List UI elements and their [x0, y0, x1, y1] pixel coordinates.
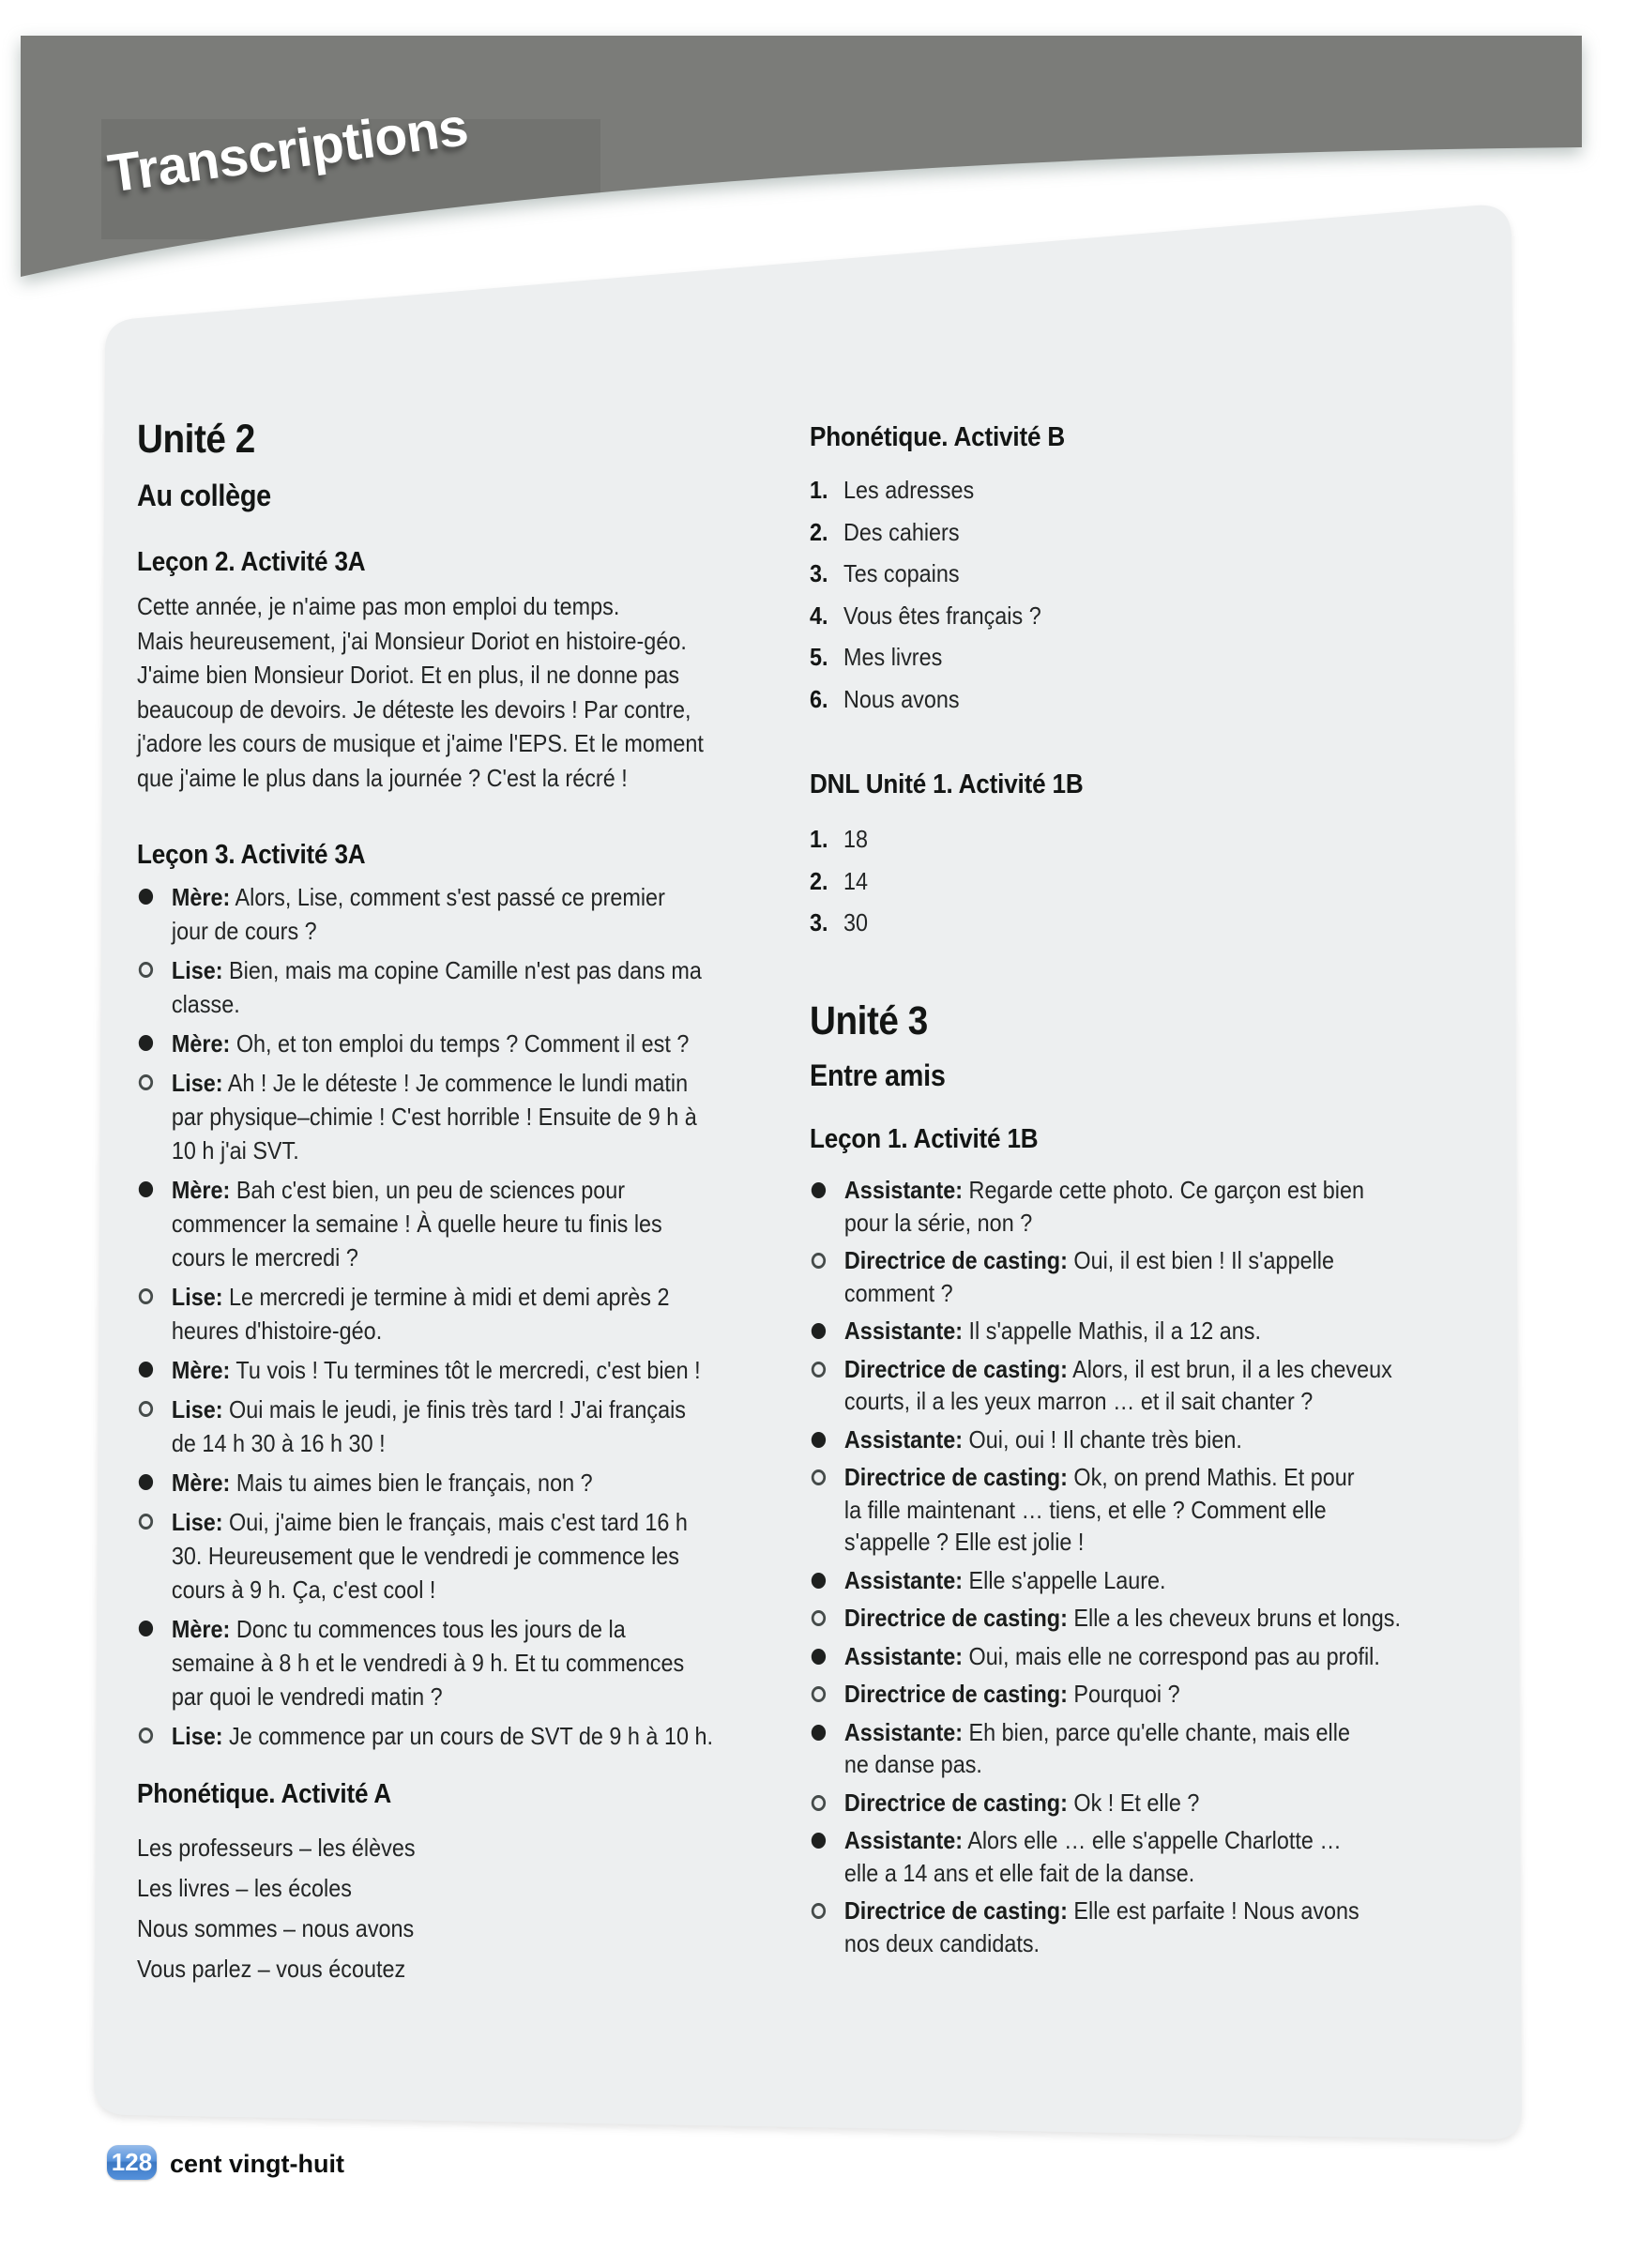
filled-bullet-icon [812, 1573, 826, 1589]
dialogue-text: Mère: Oh, et ton emploi du temps ? Comment il est ? [171, 1029, 690, 1058]
item-text: 18 [843, 825, 869, 853]
open-bullet-icon [812, 1362, 826, 1378]
speaker-name: Assistante: [843, 1826, 964, 1854]
dialogue-row [810, 1423, 1401, 1456]
dialogue-text: Lise: Le mercredi je termine à midi et demi après 2 heures d'histoire-géo. [171, 1283, 670, 1345]
lecon-2-transcript [137, 589, 704, 795]
item-number: 2. [810, 517, 828, 546]
phonetique-b-heading: Phonétique. Activité B [810, 422, 1066, 452]
speaker-name: Lise: [171, 956, 223, 984]
dialogue-row [810, 1315, 1401, 1347]
phonetique-b-list [810, 473, 1041, 723]
speaker-name: Mère: [171, 883, 231, 911]
speaker-name: Directrice de casting: [843, 1896, 1068, 1925]
dialogue-text: Assistante: Alors elle … elle s'appelle Charlotte … elle a 14 ans et elle fait de la danse. [843, 1826, 1342, 1887]
dialogue-row [810, 1244, 1401, 1309]
dialogue-row [810, 1640, 1401, 1673]
dialogue-text: Assistante: Oui, mais elle ne correspond pas au profil. [843, 1641, 1380, 1670]
dialogue-text: Lise: Oui mais le jeudi, je finis très tard ! J'ai français de 14 h 30 à 16 h 30 ! [171, 1395, 686, 1457]
open-bullet-icon [139, 962, 153, 978]
item-number: 4. [810, 601, 828, 630]
dialogue-text: Mère: Donc tu commences tous les jours de la semaine à 8 h et le vendredi à 9 h. Et tu commences par quoi le vendredi matin ? [171, 1615, 685, 1711]
item-text: Les adresses [843, 476, 975, 504]
numbered-item [810, 473, 1041, 508]
dialogue-row [137, 1466, 713, 1499]
open-bullet-icon [812, 1795, 826, 1811]
filled-bullet-icon [812, 1432, 826, 1448]
filled-bullet-icon [139, 1474, 153, 1490]
dialogue-text: Directrice de casting: Oui, il est bien ! Il s'appelle comment ? [843, 1246, 1335, 1307]
unit-3-title: Unité 3 [810, 998, 928, 1043]
speaker-name: Directrice de casting: [843, 1680, 1068, 1708]
dialogue-row [137, 1612, 713, 1713]
speaker-name: Assistante: [843, 1317, 964, 1345]
dialogue-text: Directrice de casting: Ok, on prend Mathis. Et pour la fille maintenant … tiens, et elle ? Comment elle s'appelle ? Elle est jolie ! [843, 1463, 1355, 1556]
dialogue-text: Directrice de casting: Elle a les cheveux bruns et longs. [843, 1604, 1401, 1632]
speaker-name: Mère: [171, 1356, 231, 1384]
dialogue-row [137, 1066, 713, 1167]
item-text: 30 [843, 908, 869, 936]
item-text: Tes copains [843, 559, 960, 587]
text-line: Vous parlez – vous écoutez [137, 1955, 406, 1983]
dialogue-text: Assistante: Elle s'appelle Laure. [843, 1565, 1166, 1594]
phonetique-a-lines [137, 1828, 416, 1989]
unit-2-subtitle: Au collège [137, 479, 271, 512]
dialogue-row [810, 1787, 1401, 1819]
text-line: beaucoup de devoirs. Je déteste les devoirs ! Par contre, [137, 694, 691, 723]
open-bullet-icon [139, 1514, 153, 1530]
dialogue-row [810, 1895, 1401, 1959]
speaker-name: Lise: [171, 1069, 223, 1097]
text-line: que j'aime le plus dans la journée ? C'est la récré ! [137, 763, 628, 792]
speaker-name: Directrice de casting: [843, 1463, 1068, 1491]
text-line: Mais heureusement, j'ai Monsieur Doriot en histoire-géo. [137, 626, 687, 655]
dialogue-row [137, 953, 713, 1021]
speaker-name: Directrice de casting: [843, 1604, 1068, 1632]
numbered-item [810, 906, 868, 940]
page-number-words: cent vingt-huit [170, 2150, 344, 2178]
speaker-name: Assistante: [843, 1641, 964, 1670]
dialogue-row [810, 1564, 1401, 1597]
dialogue-row [810, 1824, 1401, 1889]
page-number-badge [107, 2145, 157, 2180]
filled-bullet-icon [139, 1621, 153, 1636]
filled-bullet-icon [139, 1181, 153, 1197]
filled-bullet-icon [139, 889, 153, 905]
lecon-1-dialogue [810, 1174, 1401, 1965]
dialogue-row [137, 880, 713, 948]
item-number: 3. [810, 908, 828, 936]
dialogue-text: Mère: Tu vois ! Tu termines tôt le mercredi, c'est bien ! [171, 1356, 701, 1384]
dialogue-text: Lise: Ah ! Je le déteste ! Je commence le lundi matin par physique–chimie ! C'est horrible ! Ensuite de 9 h à 10 h j'ai SVT. [171, 1069, 697, 1164]
dialogue-text: Directrice de casting: Elle est parfaite ! Nous avons nos deux candidats. [843, 1896, 1359, 1957]
dialogue-row [810, 1716, 1401, 1781]
dialogue-row [810, 1602, 1401, 1635]
speaker-name: Mère: [171, 1176, 231, 1204]
dialogue-text: Assistante: Regarde cette photo. Ce garçon est bien pour la série, non ? [843, 1176, 1365, 1237]
speaker-name: Mère: [171, 1029, 231, 1058]
dialogue-text: Lise: Bien, mais ma copine Camille n'est pas dans ma classe. [171, 956, 702, 1018]
lecon-3-activite-3a-heading: Leçon 3. Activité 3A [137, 840, 366, 870]
open-bullet-icon [812, 1469, 826, 1485]
dialogue-text: Lise: Oui, j'aime bien le français, mais c'est tard 16 h 30. Heureusement que le vendredi je commence les cours à 9 h. Ça, c'est cool ! [171, 1508, 688, 1604]
open-bullet-icon [139, 1074, 153, 1090]
dialogue-text: Mère: Alors, Lise, comment s'est passé ce premier jour de cours ? [171, 883, 665, 945]
item-number: 2. [810, 866, 828, 895]
text-line: J'aime bien Monsieur Doriot. Et en plus, il ne donne pas [137, 661, 680, 689]
item-number: 1. [810, 825, 828, 853]
filled-bullet-icon [139, 1035, 153, 1051]
speaker-name: Lise: [171, 1508, 223, 1536]
dialogue-text: Mère: Bah c'est bien, un peu de sciences pour commencer la semaine ! À quelle heure tu finis les cours le mercredi ? [171, 1176, 662, 1271]
lecon-3-dialogue [137, 880, 713, 1758]
open-bullet-icon [812, 1686, 826, 1702]
item-number: 3. [810, 559, 828, 587]
open-bullet-icon [139, 1728, 153, 1743]
unit-3-subtitle: Entre amis [810, 1058, 946, 1092]
unit-2-title: Unité 2 [137, 417, 255, 462]
dialogue-text: Assistante: Il s'appelle Mathis, il a 12 ans. [843, 1317, 1261, 1345]
dialogue-text: Assistante: Eh bien, parce qu'elle chante, mais elle ne danse pas. [843, 1717, 1350, 1778]
dialogue-row [137, 1027, 713, 1060]
open-bullet-icon [812, 1253, 826, 1269]
item-text: Mes livres [843, 643, 943, 671]
numbered-item [810, 515, 1041, 550]
dialogue-text: Assistante: Oui, oui ! Il chante très bien. [843, 1424, 1242, 1454]
dialogue-row [810, 1461, 1401, 1559]
speaker-name: Assistante: [843, 1176, 964, 1204]
dialogue-row [137, 1719, 713, 1753]
page-number: 128 [111, 2148, 153, 2176]
dialogue-row [137, 1280, 713, 1347]
dnl-unite-1-heading: DNL Unité 1. Activité 1B [810, 769, 1084, 799]
speaker-name: Lise: [171, 1395, 223, 1423]
filled-bullet-icon [812, 1725, 826, 1741]
item-number: 6. [810, 684, 828, 713]
open-bullet-icon [139, 1401, 153, 1417]
text-line: Les livres – les écoles [137, 1874, 352, 1902]
phonetique-a-heading: Phonétique. Activité A [137, 1779, 392, 1809]
open-bullet-icon [812, 1903, 826, 1919]
dialogue-text: Mère: Mais tu aimes bien le français, non ? [171, 1469, 593, 1497]
speaker-name: Assistante: [843, 1717, 964, 1746]
item-text: Vous êtes français ? [843, 601, 1041, 630]
item-number: 1. [810, 476, 828, 504]
filled-bullet-icon [812, 1323, 826, 1339]
speaker-name: Mère: [171, 1469, 231, 1497]
dialogue-row [137, 1173, 713, 1274]
open-bullet-icon [139, 1288, 153, 1304]
open-bullet-icon [812, 1610, 826, 1626]
item-text: 14 [843, 866, 869, 895]
numbered-item [810, 640, 1041, 675]
numbered-item [810, 682, 1041, 717]
speaker-name: Lise: [171, 1283, 223, 1311]
dialogue-row [137, 1353, 713, 1387]
speaker-name: Assistante: [843, 1424, 964, 1454]
text-line: Cette année, je n'aime pas mon emploi du temps. [137, 592, 620, 620]
lecon-2-activite-3a-heading: Leçon 2. Activité 3A [137, 547, 366, 577]
speaker-name: Directrice de casting: [843, 1354, 1068, 1383]
dialogue-row [810, 1353, 1401, 1418]
speaker-name: Directrice de casting: [843, 1788, 1068, 1817]
numbered-item [810, 864, 868, 899]
text-line: j'adore les cours de musique et j'aime l'EPS. Et le moment [137, 729, 704, 757]
item-text: Nous avons [843, 684, 960, 713]
dialogue-row [810, 1174, 1401, 1239]
page-header-title: Transcriptions [104, 97, 472, 205]
speaker-name: Mère: [171, 1615, 231, 1643]
dialogue-text: Directrice de casting: Ok ! Et elle ? [843, 1788, 1200, 1817]
speaker-name: Assistante: [843, 1565, 964, 1594]
dialogue-text: Lise: Je commence par un cours de SVT de 9 h à 10 h. [171, 1722, 713, 1750]
speaker-name: Lise: [171, 1722, 223, 1750]
lecon-1-activite-1b-heading: Leçon 1. Activité 1B [810, 1124, 1039, 1154]
filled-bullet-icon [812, 1833, 826, 1849]
speaker-name: Directrice de casting: [843, 1246, 1068, 1274]
dnl-unite-1-list [810, 822, 868, 948]
text-line: Nous sommes – nous avons [137, 1914, 415, 1942]
dialogue-text: Directrice de casting: Pourquoi ? [843, 1680, 1180, 1708]
filled-bullet-icon [812, 1182, 826, 1198]
dialogue-row [137, 1393, 713, 1460]
numbered-item [810, 822, 868, 857]
item-text: Des cahiers [843, 517, 960, 546]
dialogue-row [810, 1678, 1401, 1711]
filled-bullet-icon [812, 1649, 826, 1665]
filled-bullet-icon [139, 1362, 153, 1378]
dialogue-text: Directrice de casting: Alors, il est brun, il a les cheveux courts, il a les yeux marron … et il sait chanter ? [843, 1354, 1392, 1415]
numbered-item [810, 599, 1041, 633]
text-line: Les professeurs – les élèves [137, 1834, 416, 1862]
item-number: 5. [810, 643, 828, 671]
numbered-item [810, 556, 1041, 591]
dialogue-row [137, 1505, 713, 1606]
